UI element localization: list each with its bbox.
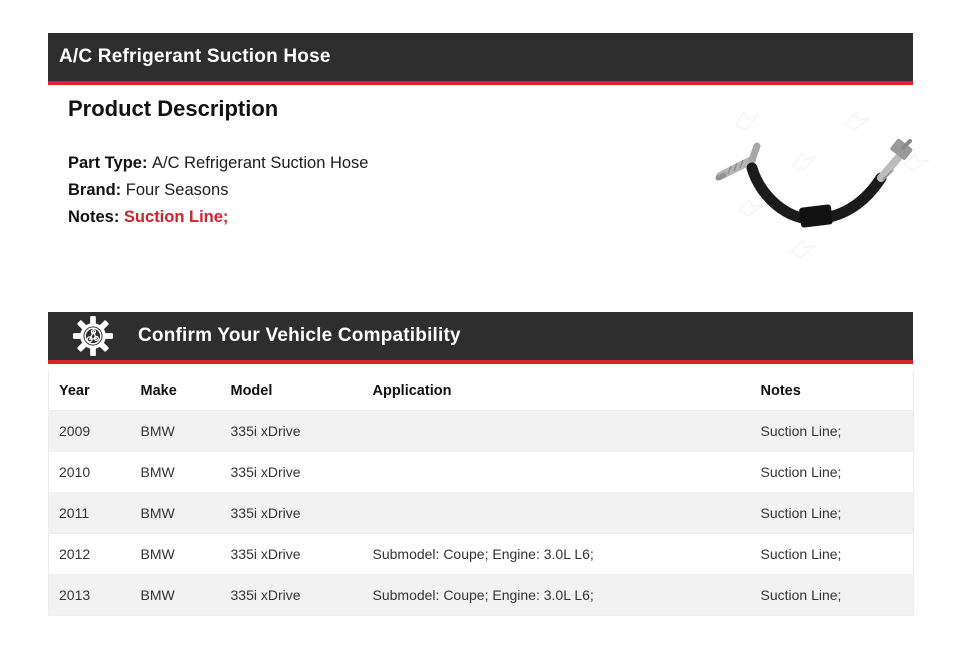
column-header-model: Model <box>221 371 363 411</box>
table-cell <box>363 411 751 452</box>
field-label: Brand: <box>68 181 122 199</box>
product-field-1 <box>68 177 369 204</box>
product-title-bar <box>48 33 913 85</box>
compatibility-header-bar <box>48 312 913 364</box>
table-cell: 2013 <box>49 575 131 616</box>
hose-photo-illustration <box>700 92 935 292</box>
compatibility-title: Confirm Your Vehicle Compatibility <box>138 325 461 346</box>
table-row <box>49 575 914 616</box>
table-row <box>49 493 914 534</box>
field-label: Notes: <box>68 208 120 226</box>
product-field-2 <box>68 204 369 231</box>
product-photo <box>700 92 935 292</box>
table-cell: 335i xDrive <box>221 493 363 534</box>
field-value: Suction Line; <box>119 208 229 226</box>
table-cell: Submodel: Coupe; Engine: 3.0L L6; <box>363 575 751 616</box>
table-cell: Suction Line; <box>751 575 914 616</box>
table-cell: BMW <box>131 575 221 616</box>
fitment-table-header <box>49 371 914 411</box>
column-header-application: Application <box>363 371 751 411</box>
table-cell: BMW <box>131 493 221 534</box>
column-header-year: Year <box>49 371 131 411</box>
table-row <box>49 452 914 493</box>
product-description-heading: Product Description <box>68 96 279 121</box>
table-cell: Submodel: Coupe; Engine: 3.0L L6; <box>363 534 751 575</box>
column-header-make: Make <box>131 371 221 411</box>
table-cell: Suction Line; <box>751 452 914 493</box>
product-field-0 <box>68 150 369 177</box>
table-cell: 335i xDrive <box>221 575 363 616</box>
table-row <box>49 534 914 575</box>
table-cell: BMW <box>131 411 221 452</box>
column-header-notes: Notes <box>751 371 914 411</box>
hose-clamp <box>799 204 833 228</box>
product-fields <box>68 150 369 231</box>
table-cell: Suction Line; <box>751 534 914 575</box>
table-cell: 335i xDrive <box>221 534 363 575</box>
table-row <box>49 411 914 452</box>
table-cell: BMW <box>131 534 221 575</box>
table-cell: 335i xDrive <box>221 411 363 452</box>
field-value: A/C Refrigerant Suction Hose <box>147 154 369 172</box>
table-cell: 2009 <box>49 411 131 452</box>
fitment-table-body <box>49 411 914 616</box>
table-cell: 2012 <box>49 534 131 575</box>
fitment-table <box>48 371 914 616</box>
field-label: Part Type: <box>68 154 148 172</box>
right-fitting <box>881 138 913 180</box>
table-cell: Suction Line; <box>751 411 914 452</box>
field-value: Four Seasons <box>121 181 229 199</box>
table-cell: 335i xDrive <box>221 452 363 493</box>
table-cell: 2010 <box>49 452 131 493</box>
gear-mechanism-icon <box>72 315 114 357</box>
table-cell <box>363 493 751 534</box>
table-cell: BMW <box>131 452 221 493</box>
product-title: A/C Refrigerant Suction Hose <box>59 46 331 67</box>
table-cell <box>363 452 751 493</box>
table-cell: 2011 <box>49 493 131 534</box>
table-cell: Suction Line; <box>751 493 914 534</box>
